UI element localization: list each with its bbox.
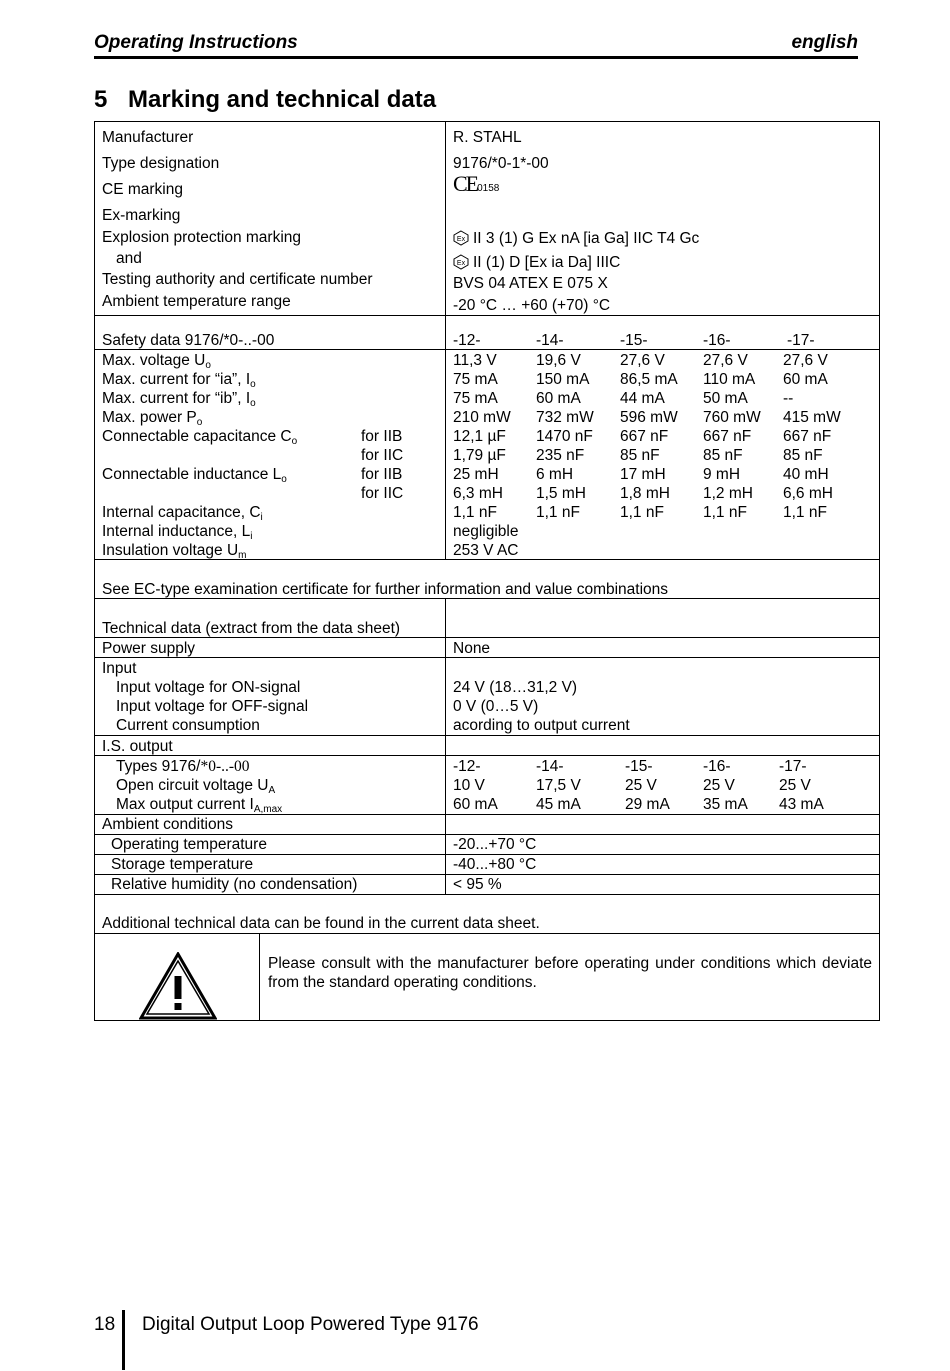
ambient-label: Ambient temperature range [102, 293, 291, 310]
safety-row-value: 732 mW [536, 409, 594, 426]
manufacturer-value: R. STAHL [453, 129, 522, 146]
safety-row-value: 12,1 µF [453, 428, 506, 445]
moc-label-text: Max output current I [116, 796, 254, 813]
safety-row-value: 50 mA [703, 390, 748, 407]
svg-text:Ex: Ex [456, 260, 466, 267]
current-consumption-value: acording to output current [453, 717, 630, 734]
safety-row-value: 11,3 V [453, 352, 497, 369]
safety-row-value: 1,8 mH [620, 485, 670, 502]
testing-label: Testing authority and certificate number [102, 271, 373, 288]
row-divider [94, 755, 880, 756]
safety-row-value: 85 nF [783, 447, 823, 464]
safety-row-value: 85 nF [703, 447, 743, 464]
moc-value: 45 mA [536, 796, 581, 813]
manufacturer-label: Manufacturer [102, 129, 194, 146]
input-label: Input [102, 660, 137, 677]
safety-row-value: 75 mA [453, 390, 498, 407]
op-temp-value: -20...+70 °C [453, 836, 537, 853]
safety-row-qualifier: for IIB [361, 428, 403, 445]
ambient-conditions-label: Ambient conditions [102, 816, 233, 833]
header-language: english [791, 32, 858, 53]
safety-row-label: Max. current for “ib”, $I_o$ [102, 390, 256, 409]
safety-row-value: 19,6 V [536, 352, 581, 369]
safety-column-header: -16- [703, 332, 731, 349]
safety-row-label-sub: o [291, 436, 298, 447]
additional-note: Additional technical data can be found in the current data sheet. [102, 915, 540, 932]
safety-row-value: 1,1 nF [453, 504, 497, 521]
types-column-header: -17- [779, 758, 807, 775]
section-title: Marking and technical data [128, 86, 437, 113]
ocv-value: 25 V [703, 777, 735, 794]
insulation-value: 253 V AC [453, 542, 519, 559]
section-heading [94, 86, 436, 114]
row-divider [94, 933, 880, 934]
on-signal-value: 24 V (18…31,2 V) [453, 679, 578, 696]
off-signal-value: 0 V (0…5 V) [453, 698, 539, 715]
safety-row-value: 86,5 mA [620, 371, 678, 388]
safety-row-value: 596 mW [620, 409, 678, 426]
ocv-value: 10 V [453, 777, 485, 794]
types-label-suffix: *0-..-00 [200, 758, 250, 775]
safety-row-value: 667 nF [703, 428, 752, 445]
header-title: Operating Instructions [94, 32, 298, 53]
safety-row-label: Max. voltage $U_o$ [102, 352, 211, 371]
safety-row-value: 60 mA [536, 390, 581, 407]
power-label: Power supply [102, 640, 196, 657]
ocv-value: 25 V [625, 777, 657, 794]
safety-row-value: 6 mH [536, 466, 574, 483]
ce-mark [453, 171, 500, 198]
safety-row-label-sub: i [260, 512, 263, 523]
footer-divider [122, 1310, 125, 1370]
types-column-header: -15- [625, 758, 653, 775]
warning-triangle-icon [139, 952, 217, 1020]
type-label: Type designation [102, 155, 220, 172]
safety-row-value: 75 mA [453, 371, 498, 388]
ex-hexagon-icon [453, 230, 469, 246]
internal-inductance-label-text: Internal inductance, L [102, 523, 251, 540]
safety-row-value: 760 mW [703, 409, 761, 426]
ex-hexagon-icon [453, 254, 469, 270]
safety-row-label: Internal capacitance, $C_i$ [102, 504, 263, 523]
ambient-value: -20 °C … +60 (+70) °C [453, 297, 611, 314]
col-divider [445, 121, 446, 560]
ocv-sub: A [268, 785, 276, 796]
safety-row-qualifier: for IIC [361, 447, 404, 464]
testing-value: BVS 04 ATEX E 075 X [453, 275, 608, 292]
safety-row-value: 210 mW [453, 409, 511, 426]
moc-value: 35 mA [703, 796, 748, 813]
humidity-label: Relative humidity (no condensation) [111, 876, 358, 893]
safety-row-value: 60 mA [783, 371, 828, 388]
safety-row-value: 27,6 V [703, 352, 748, 369]
row-divider [94, 894, 880, 895]
ex-label: Ex-marking [102, 207, 181, 224]
safety-row-label-sub: o [250, 379, 256, 390]
safety-column-header: -15- [620, 332, 648, 349]
safety-row-value: 1,1 nF [783, 504, 827, 521]
safety-row-label-sub: o [205, 360, 211, 371]
ocv-label-text: Open circuit voltage U [116, 777, 269, 794]
moc-value: 60 mA [453, 796, 498, 813]
explosion-label: Explosion protection marking [102, 229, 302, 246]
safety-row-label: Connectable inductance $L_o$ [102, 466, 287, 485]
safety-row-value: 667 nF [783, 428, 832, 445]
safety-column-header: -17- [787, 332, 815, 349]
insulation-sub: m [238, 550, 247, 561]
insulation-label-text: Insulation voltage U [102, 542, 239, 559]
page-number: 18 [94, 1314, 116, 1335]
safety-row-label-sub: o [250, 398, 256, 409]
warning-text: Please consult with the manufacturer before operating under conditions which deviate from the standard operating conditions. [268, 955, 872, 991]
section-number: 5 [94, 86, 108, 113]
internal-inductance-value: negligible [453, 523, 519, 540]
explosion-value-1-text: II 3 (1) G Ex nA [ia Ga] IIC T4 Gc [473, 230, 700, 247]
safety-row-value: 235 nF [536, 447, 585, 464]
safety-row-value: 17 mH [620, 466, 666, 483]
col-divider [259, 934, 260, 1021]
safety-row-label: Connectable capacitance $C_o$ [102, 428, 298, 447]
safety-row-value: 40 mH [783, 466, 829, 483]
safety-row-value: 1,1 nF [620, 504, 664, 521]
safety-row-value: 110 mA [703, 371, 756, 388]
explosion-value-1 [453, 229, 699, 248]
ce-label: CE marking [102, 181, 183, 198]
safety-row-value: 415 mW [783, 409, 841, 426]
safety-column-header: -12- [453, 332, 481, 349]
safety-row-label-sub: o [196, 417, 203, 428]
insulation-label [102, 541, 246, 565]
safety-row-value: 1,2 mH [703, 485, 753, 502]
safety-row-value: 1470 nF [536, 428, 593, 445]
safety-row-value: 85 nF [620, 447, 660, 464]
safety-row-value: 27,6 V [783, 352, 828, 369]
safety-column-header: -14- [536, 332, 564, 349]
ce-number: 0158 [477, 183, 500, 194]
off-signal-label: Input voltage for OFF-signal [116, 698, 309, 715]
moc-value: 43 mA [779, 796, 824, 813]
explosion-value-2-text: II (1) D [Ex ia Da] IIIC [473, 254, 621, 271]
type-value: 9176/*0-1*-00 [453, 155, 549, 172]
row-divider [94, 315, 880, 316]
col-divider [445, 599, 446, 894]
types-column-header: -16- [703, 758, 731, 775]
ce-mark-icon: CE [453, 171, 478, 196]
current-consumption-label: Current consumption [116, 717, 260, 734]
is-output-label: I.S. output [102, 738, 173, 755]
safety-row-value: 667 nF [620, 428, 669, 445]
technical-header-label: Technical data (extract from the data sheet) [102, 620, 401, 637]
moc-sub: A,max [253, 804, 283, 815]
safety-row-value: 27,6 V [620, 352, 665, 369]
st-temp-value: -40...+80 °C [453, 856, 537, 873]
on-signal-label: Input voltage for ON-signal [116, 679, 301, 696]
types-column-header: -12- [453, 758, 481, 775]
svg-text:Ex: Ex [456, 236, 466, 243]
st-temp-label: Storage temperature [111, 856, 254, 873]
humidity-value: < 95 % [453, 876, 502, 893]
safety-row-value: 150 mA [536, 371, 590, 388]
types-label [116, 757, 250, 776]
ocv-value: 17,5 V [536, 777, 581, 794]
safety-row-value: -- [783, 390, 794, 407]
explosion-value-2 [453, 253, 620, 272]
safety-row-qualifier: for IIB [361, 466, 403, 483]
and-label: and [116, 250, 142, 267]
footer-title: Digital Output Loop Powered Type 9176 [142, 1314, 479, 1335]
safety-row-qualifier: for IIC [361, 485, 404, 502]
safety-row-value: 1,5 mH [536, 485, 586, 502]
safety-row-label: Max. current for “ia”, $I_o$ [102, 371, 256, 390]
internal-inductance-sub: i [250, 531, 253, 542]
safety-row-value: 9 mH [703, 466, 741, 483]
types-label-prefix: Types 9176/ [116, 758, 201, 775]
safety-row-value: 1,1 nF [703, 504, 747, 521]
types-column-header: -14- [536, 758, 564, 775]
safety-header-label: Safety data 9176/*0-..-00 [102, 332, 275, 349]
power-value: None [453, 640, 491, 657]
op-temp-label: Operating temperature [111, 836, 267, 853]
page-header [94, 32, 858, 59]
moc-value: 29 mA [625, 796, 670, 813]
safety-row-label: Max. power $P_o$ [102, 409, 203, 428]
row-divider [94, 735, 880, 736]
safety-row-value: 1,1 nF [536, 504, 580, 521]
safety-row-value: 25 mH [453, 466, 499, 483]
ec-note: See EC-type examination certificate for further information and value combinations [102, 581, 669, 598]
safety-row-value: 44 mA [620, 390, 665, 407]
safety-row-value: 1,79 µF [453, 447, 506, 464]
safety-row-value: 6,6 mH [783, 485, 833, 502]
ocv-value: 25 V [779, 777, 811, 794]
safety-row-label-sub: o [281, 474, 287, 485]
safety-row-value: 6,3 mH [453, 485, 503, 502]
